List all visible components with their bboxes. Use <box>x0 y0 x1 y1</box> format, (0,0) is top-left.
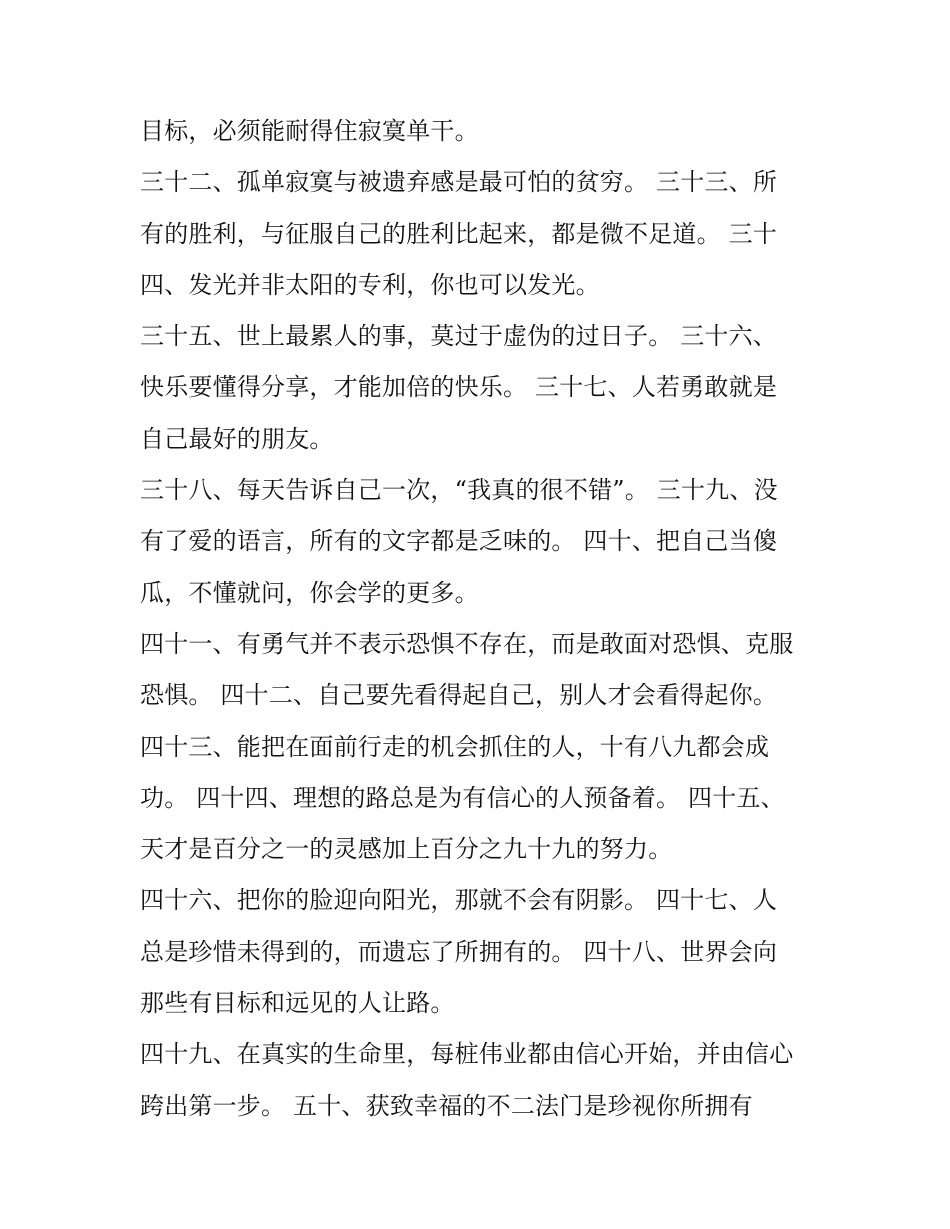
text-line: 天才是百分之一的灵感加上百分之九十九的努力。 <box>140 835 673 864</box>
text-line: 四十三、能把在面前行走的机会抓住的人，十有八九都会成 <box>140 732 770 761</box>
text-line: 目标，必须能耐得住寂寞单干。 <box>140 117 479 145</box>
body-text <box>140 106 820 1132</box>
text-line: 四十六、把你的脸迎向阳光，那就不会有阴影。 四十七、人 <box>140 886 778 915</box>
text-line: 四十一、有勇气并不表示恐惧不存在，而是敢面对恐惧、克服 <box>140 629 794 658</box>
text-line: 总是珍惜未得到的，而遗忘了所拥有的。 四十八、世界会向 <box>140 937 778 966</box>
text-line: 快乐要懂得分享，才能加倍的快乐。 三十七、人若勇敢就是 <box>140 373 778 402</box>
text-line: 有的胜利，与征服自己的胜利比起来，都是微不足道。 三十 <box>140 219 778 248</box>
text-line: 三十八、每天告诉自己一次，“我真的很不错”。 三十九、没 <box>140 476 778 505</box>
text-line: 跨出第一步。 五十、获致幸福的不二法门是珍视你所拥有 <box>140 1091 753 1120</box>
text-line: 功。 四十四、理想的路总是为有信心的人预备着。 四十五、 <box>140 783 785 812</box>
text-line: 三十五、世上最累人的事，莫过于虚伪的过日子。 三十六、 <box>140 322 778 351</box>
text-line: 四十九、在真实的生命里，每桩伟业都由信心开始，并由信心 <box>140 1040 794 1069</box>
text-line: 四、发光并非太阳的专利，你也可以发光。 <box>140 270 600 299</box>
text-line: 那些有目标和远见的人让路。 <box>140 989 455 1018</box>
text-line: 自己最好的朋友。 <box>140 424 334 453</box>
text-line: 瓜，不懂就问，你会学的更多。 <box>140 578 479 607</box>
text-line: 三十二、孤单寂寞与被遗弃感是最可怕的贫穷。 三十三、所 <box>140 168 778 197</box>
text-line: 有了爱的语言，所有的文字都是乏味的。 四十、把自己当傻 <box>140 527 778 556</box>
text-line: 恐惧。 四十二、自己要先看得起自己，别人才会看得起你。 <box>140 681 778 710</box>
